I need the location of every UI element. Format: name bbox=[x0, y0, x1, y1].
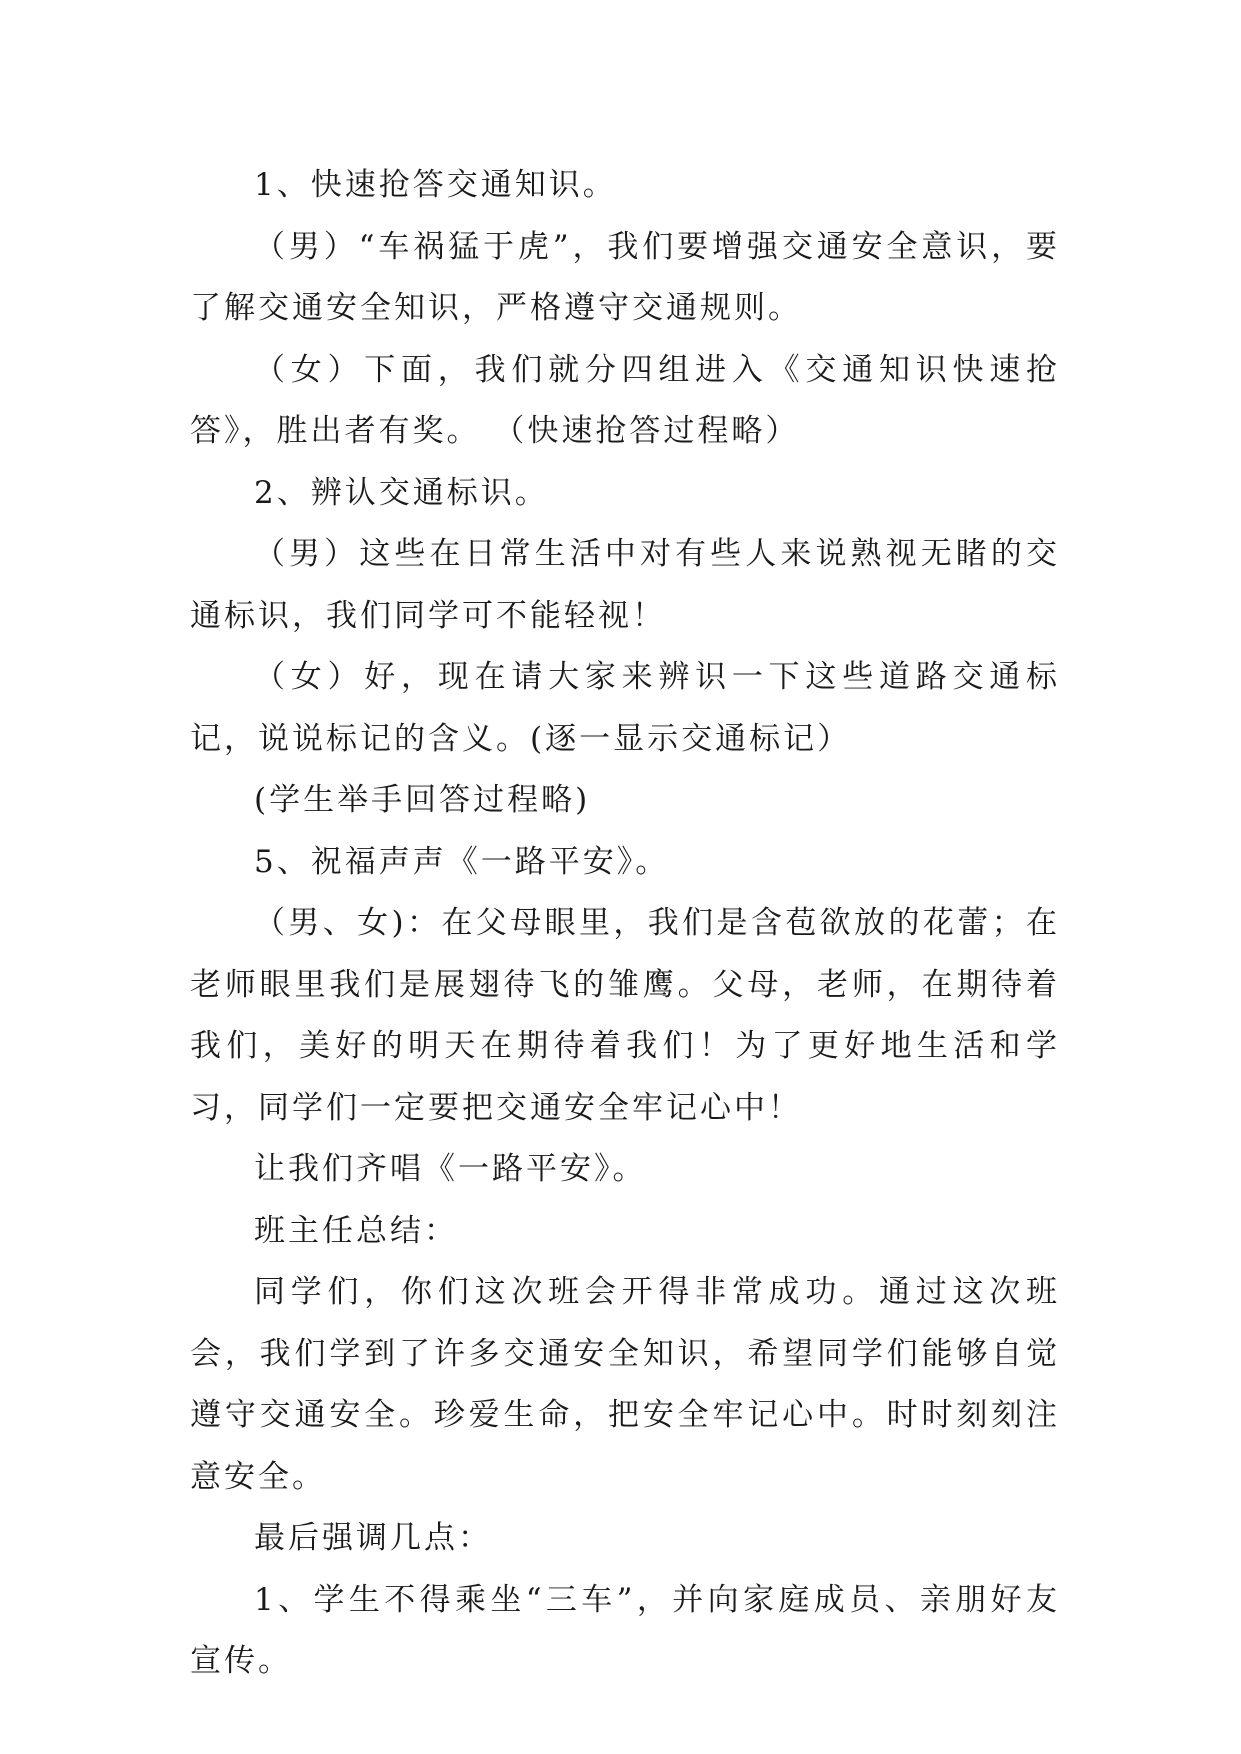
paragraph-10: 让我们齐唱《一路平安》。 bbox=[254, 1151, 647, 1187]
document-body bbox=[190, 155, 1060, 1693]
paragraph-8: 5、祝福声声《一路平安》。 bbox=[254, 843, 670, 880]
paragraph-5: （男）这些在日常生活中对有些人来说熟视无睹的交通标识，我们同学可不能轻视！ bbox=[190, 536, 1060, 634]
paragraph-1: 1、快速抢答交通知识。 bbox=[254, 167, 617, 203]
paragraph-14: 1、学生不得乘坐“三车”，并向家庭成员、亲朋好友宣传。 bbox=[190, 1581, 1060, 1679]
paragraph-12: 同学们，你们这次班会开得非常成功。通过这次班会，我们学到了许多交通安全知识，希望同学们能够自觉遵守交通安全。珍爱生命，把安全牢记心中。时时刻刻注意安全。 bbox=[190, 1274, 1060, 1495]
paragraph-9: （男、女)：在父母眼里，我们是含苞欲放的花蕾；在老师眼里我们是展翅待飞的雏鹰。父母，老师，在期待着我们，美好的明天在期待着我们！为了更好地生活和学习，同学们一定要把交通安全牢记心中！ bbox=[190, 905, 1060, 1126]
paragraph-7: (学生举手回答过程略) bbox=[254, 782, 591, 818]
paragraph-11: 班主任总结： bbox=[254, 1212, 458, 1249]
paragraph-4: 2、辨认交通标识。 bbox=[254, 474, 549, 511]
paragraph-6: （女）好，现在请大家来辨识一下这些道路交通标记，说说标记的含义。(逐一显示交通标记） bbox=[190, 659, 1060, 757]
paragraph-13: 最后强调几点： bbox=[254, 1520, 492, 1556]
paragraph-2: （男）“车祸猛于虎”，我们要增强交通安全意识，要了解交通安全知识，严格遵守交通规则。 bbox=[190, 228, 1060, 326]
paragraph-3: （女）下面，我们就分四组进入《交通知识快速抢答》，胜出者有奖。 （快速抢答过程略） bbox=[190, 351, 1060, 449]
